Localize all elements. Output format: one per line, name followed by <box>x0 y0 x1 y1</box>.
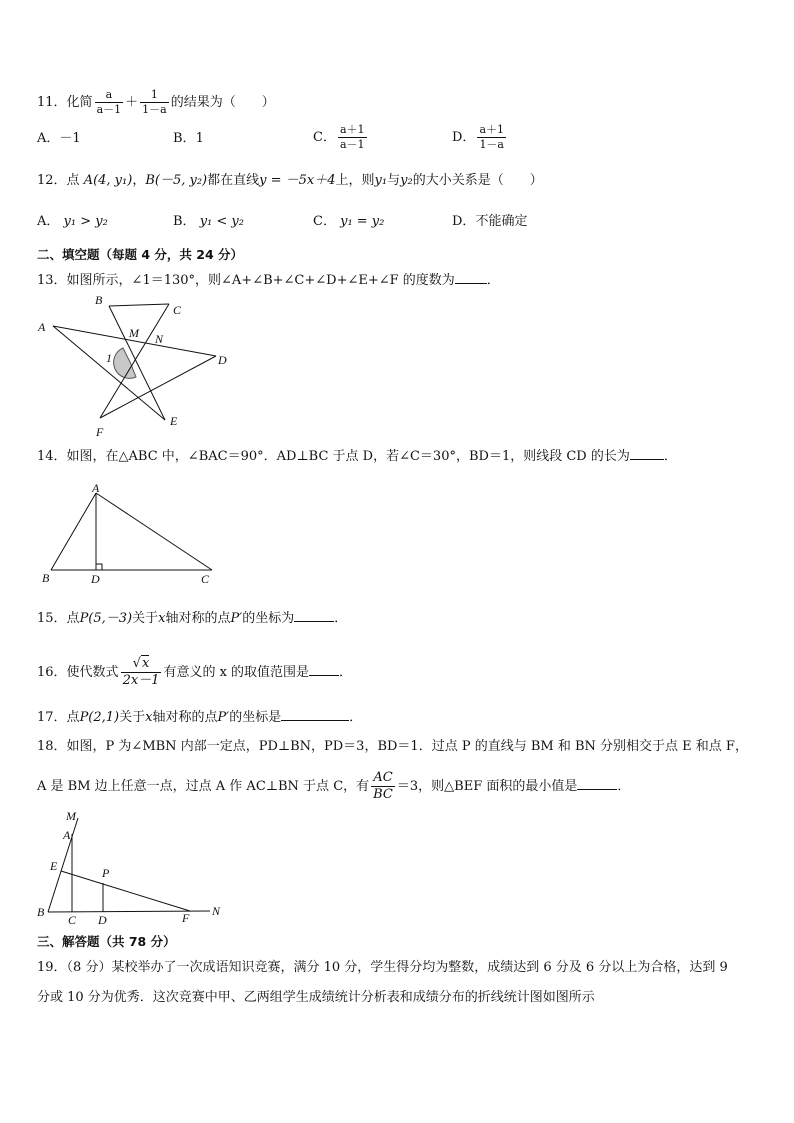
q12-stem: 12．点 A(4, y₁)，B(－5, y₂)都在直线y = －5x＋4上，则y₁与y₂的大小关系是（ ） <box>37 173 543 188</box>
q14-label-c: C <box>201 572 210 586</box>
q11-frac2: $\frac{1}{1-a}$ <box>142 88 167 116</box>
q11-frac1: $\frac{a}{a-1}$ <box>96 88 122 116</box>
q16-stem: 16．使代数式 $\frac{√x}{2x-1}$ 有意义的 x 的取值范围是 ． <box>37 656 353 688</box>
q12-option-a: A． y₁ > y₂ <box>37 214 108 229</box>
q18-label-d: D <box>98 913 107 927</box>
q12-option-d: D．不能确定 <box>452 214 528 229</box>
q14-label-a: A <box>92 481 100 495</box>
q11-option-b: B．1 <box>173 131 204 146</box>
q18-label-p: P <box>102 866 110 880</box>
q18-label-f: F <box>182 911 190 925</box>
q19-stem-line2: 分或 10 分为优秀．这次竞赛中甲、乙两组学生成绩统计分析表和成绩分布的折线统计图如图所示 <box>37 990 595 1005</box>
q16-fraction: $\frac{√x}{2x-1}$ <box>122 656 160 688</box>
q18-label-c: C <box>68 913 77 927</box>
q14-label-d: D <box>91 572 100 586</box>
q13-label-f: F <box>96 425 104 439</box>
q13-label-1: 1 <box>106 351 112 365</box>
q12-option-b: B． y₁ < y₂ <box>173 214 244 229</box>
q13-label-n: N <box>155 332 164 346</box>
q11-option-c: C． $\frac{a+1}{a-1}$ <box>313 123 365 151</box>
q18-line-ef <box>61 871 190 911</box>
q12-option-c: C． y₁ = y₂ <box>313 214 385 229</box>
q14-label-b: B <box>42 571 50 585</box>
q15-stem: 15．点P(5,－3)关于x轴对称的点P′的坐标为 ． <box>37 611 348 626</box>
q13-label-e: E <box>170 414 178 428</box>
q18-label-m: M <box>66 809 76 823</box>
q13-stem: 13．如图所示，∠1＝130°，则∠A+∠B+∠C+∠D+∠E+∠F 的度数为 ． <box>37 273 500 288</box>
q13-label-a: A <box>38 320 46 334</box>
q18-label-b: B <box>37 905 45 919</box>
q18-label-a: A <box>63 828 71 842</box>
section-solutions-title: 三、解答题（共 78 分） <box>37 934 176 949</box>
q13-label-c: C <box>173 303 182 317</box>
q18-fraction: $\frac{AC}{BC}$ <box>373 770 393 802</box>
q17-stem: 17．点P(2,1)关于x轴对称的点P′的坐标是 ． <box>37 710 363 725</box>
q18-stem-line2: A 是 BM 边上任意一点，过点 A 作 AC⊥BN 于点 C，有 $\frac{AC}{BC}$ ＝3，则△BEF 面积的最小值是 ． <box>37 770 631 802</box>
q11-option-a: A．－1 <box>37 131 81 146</box>
section-fill-in-title: 二、填空题（每题 4 分，共 24 分） <box>37 247 244 262</box>
q13-label-d: D <box>218 353 227 367</box>
q13-label-m: M <box>129 326 139 340</box>
q18-stem-line1: 18．如图，P 为∠MBN 内部一定点，PD⊥BN，PD＝3，BD＝1．过点 P 的直线与 BM 和 BN 分别相交于点 E 和点 F， <box>37 739 748 754</box>
q14-stem: 14．如图，在△ABC 中，∠BAC＝90°．AD⊥BC 于点 D，若∠C＝30°，BD＝1，则线段 CD 的长为 ． <box>37 449 677 464</box>
q11-stem: 11．化简 $\frac{a}{a-1}$ ＋ $\frac{1}{1-a}$ 的结果为（ ） <box>37 88 275 116</box>
q11-option-d: D． $\frac{a+1}{1-a}$ <box>452 123 504 151</box>
q18-label-e: E <box>50 859 58 873</box>
q18-label-n: N <box>212 904 221 918</box>
q13-label-b: B <box>95 293 103 307</box>
q19-stem-line1: 19．（8 分）某校举办了一次成语知识竞赛，满分 10 分，学生得分均为整数，成绩达到 6 分及 6 分以上为合格，达到 9 <box>37 960 728 975</box>
